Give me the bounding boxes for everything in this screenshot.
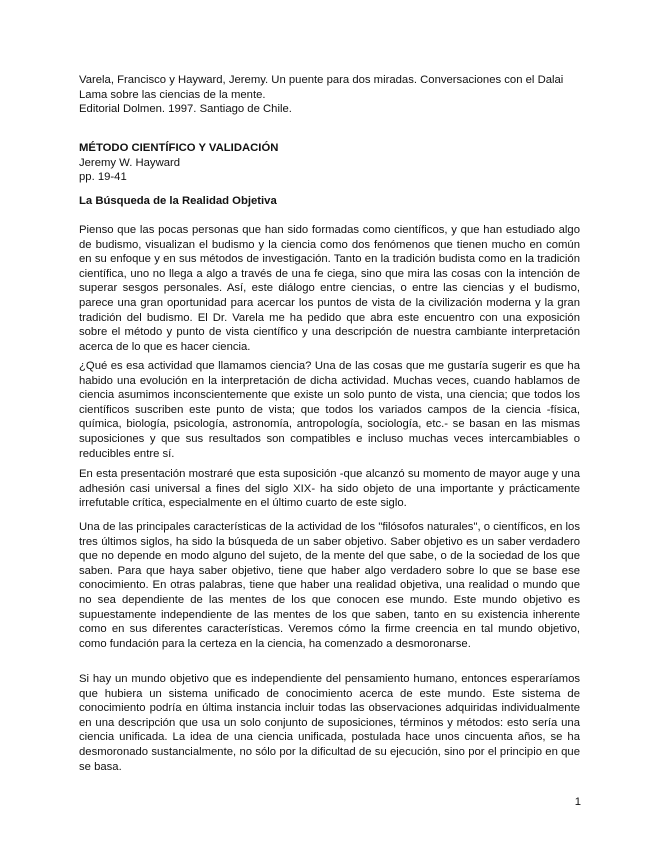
paragraph-text: Pienso que las pocas personas que han sido formadas como científicos, y que han estudiado algo de budismo, visualizan el budismo y la ciencia como dos fenómenos que tienen mucho en común en su enfoque y en sus métodos de investigación. Tanto en la tradición budista como en la tradición científica, uno no llega a algo a través de una fe ciega, sino que mira las cosas con la intención de superar sesgos personales. Así, este diálogo entre ciencias, o entre las ciencias y el budismo, parece una gran oportunidad para acercar los puntos de vista de la civilización moderna y la gran tradición del budismo. El Dr. Varela me ha pedido que abra este encuentro con una exposición sobre el método y punto de vista científico y una descripción de nuestra cambiante interpretación acerca de lo que es hacer ciencia. — [79, 224, 580, 353]
paragraph-4 — [79, 520, 580, 651]
citation-reference: Varela, Francisco y Hayward, Jeremy. Un puente para dos miradas. Conversaciones con el Dalai Lama sobre las ciencias de la mente. — [79, 74, 564, 101]
paragraph-text: En esta presentación mostraré que esta suposición -que alcanzó su momento de mayor auge y una adhesión casi universal a fines del siglo XIX- ha sido objeto de una importante y prácticamente irrefutable crítica, especialmente en el último cuarto de este siglo. — [79, 468, 580, 510]
article-header — [79, 141, 580, 185]
paragraph-2 — [79, 359, 580, 461]
article-author: Jeremy W. Hayward — [79, 156, 181, 169]
section-heading: La Búsqueda de la Realidad Objetiva — [79, 195, 277, 207]
paragraph-5 — [79, 672, 580, 774]
article-title: MÉTODO CIENTÍFICO Y VALIDACIÓN — [79, 142, 279, 154]
paragraph-text: Si hay un mundo objetivo que es independiente del pensamiento humano, entonces esperaríamos que hubiera un sistema unificado de conocimiento acerca de este mundo. Este sistema de conocimiento podría en última instancia incluir todas las observaciones adquiridas individualmente en una descripción que usa un solo conjunto de suposiciones, términos y métodos: esto sería una ciencia unificada. La idea de una ciencia unificada, postulada hace unos cincuenta años, se ha desmoronado sustancialmente, no sólo por la dificultad de su ejecución, sino por el principio en que se basa. — [79, 673, 580, 773]
paragraph-text: Una de las principales características de la actividad de los "filósofos naturales", o científicos, en los tres últimos siglos, ha sido la búsqueda de un saber objetivo. Saber objetivo es un saber verdadero que no depende en modo alguno del sujeto, de la mente del que sabe, o de la sociedad de los que saben. Para que haya saber objetivo, tiene que haber algo verdadero sobre lo que se base ese conocimiento. En otras palabras, tiene que haber una realidad objetiva, una realidad o mundo que no sea dependiente de las mentes de los que conocen ese mundo. Este mundo objetivo es supuestamente independiente de las mentes de los que saben, tanto en su existencia inherente como en sus diferentes características. Veremos cómo la firme creencia en tal mundo objetivo, como fundación para la certeza en la ciencia, ha comenzado a desmoronarse. — [79, 521, 580, 650]
citation-publisher: Editorial Dolmen. 1997. Santiago de Chile. — [79, 103, 292, 116]
citation — [79, 73, 580, 117]
paragraph-3 — [79, 467, 580, 511]
paragraph-text: ¿Qué es esa actividad que llamamos ciencia? Una de las cosas que me gustaría sugerir es que ha habido una evolución en la interpretación de dicha actividad. Muchas veces, cuando hablamos de ciencia asumimos inconscientemente que existe un solo punto de vista, una ciencia; que todos los científicos suscriben este punto de vista; que todos los variados campos de la ciencia -física, química, biología, psicología, astronomía, antropología, sociología, etc.- se basan en las mismas suposiciones y que sus resultados son compatibles e incluso muchas veces intercambiables o reducibles entre sí. — [79, 360, 580, 460]
paragraph-1 — [79, 223, 580, 354]
page-number: 1 — [574, 796, 581, 808]
article-pages: pp. 19-41 — [79, 171, 127, 184]
section-heading-block — [79, 194, 580, 209]
